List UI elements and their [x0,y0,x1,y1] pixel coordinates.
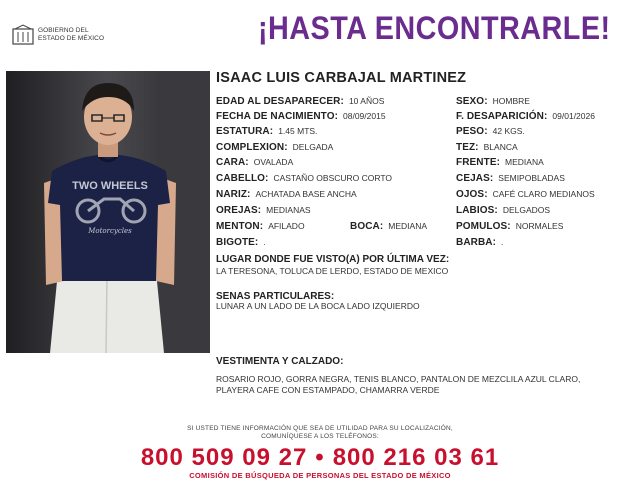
field-label: POMULOS: [456,221,511,232]
field-estatura [216,126,317,137]
field-nariz [216,189,357,200]
shirt-print-text-1: TWO WHEELS [72,180,148,192]
field-label: OJOS: [456,189,488,200]
field-value: 10 AÑOS [348,96,385,106]
field-ojos [456,189,595,200]
field-value: . [501,237,504,247]
senas-title: SENAS PARTICULARES: [216,291,335,302]
field-tez [456,142,518,153]
field-pomulos [456,221,563,232]
field-value: CAFÉ CLARO MEDIANOS [492,189,595,199]
field-value: 42 KGS. [492,126,525,136]
field-edad [216,96,384,107]
field-value: DELGADA [292,142,334,152]
field-value: CASTAÑO OBSCURO CORTO [273,173,393,183]
field-value: 1.45 MTS. [278,126,318,136]
field-label: COMPLEXION: [216,142,288,153]
field-frente [456,157,544,168]
field-label: PESO: [456,126,488,137]
field-label: CABELLO: [216,173,269,184]
field-fecha-nacimiento [216,111,386,122]
field-cara [216,157,293,168]
government-logo [12,24,122,46]
field-label: BARBA: [456,237,497,248]
field-value: DELGADOS [502,205,551,215]
footer-note [0,425,640,441]
field-label: BOCA: [350,221,384,232]
photo-illustration [6,71,210,353]
field-value: MEDIANAS [266,205,311,215]
footer-note-line-2: COMUNÍQUESE A LOS TELÉFONOS: [261,433,379,440]
field-cabello [216,173,392,184]
field-peso [456,126,525,137]
commission-name: COMISIÓN DE BÚSQUEDA DE PERSONAS DEL ESTADO DE MÉXICO [189,471,451,480]
field-label: NARIZ: [216,189,251,200]
field-label: EDAD AL DESAPARECER: [216,96,344,107]
phone-separator: • [315,444,325,471]
field-value: 09/01/2026 [552,111,595,121]
shirt-print-text-2: Motorcycles [88,227,132,235]
field-value: OVALADA [253,157,294,167]
field-orejas [216,205,311,216]
phone-number-1[interactable]: 800 509 09 27 [140,444,308,471]
field-value: ACHATADA BASE ANCHA [255,189,357,199]
vestimenta-text: ROSARIO ROJO, GORRA NEGRA, TENIS BLANCO, PANTALON DE MEZCLILA AZUL CLARO, PLAYERA CAFE CON ESTAMPADO, CHAMARRA VERDE [216,374,581,395]
field-label: FRENTE: [456,157,501,168]
field-label: TEZ: [456,142,479,153]
field-label: F. DESAPARICIÓN: [456,111,548,122]
person-photo [6,71,210,353]
field-value: 08/09/2015 [343,111,386,121]
phone-numbers [0,444,640,472]
field-bigote [216,237,266,248]
field-boca [350,221,427,232]
banner-title: ¡HASTA ENCONTRARLE! [258,10,611,46]
field-fecha-desaparicion [456,111,595,122]
field-label: FECHA DE NACIMIENTO: [216,111,338,122]
field-barba [456,237,503,248]
senas-text: LUNAR A UN LADO DE LA BOCA LADO IZQUIERDO [216,301,420,311]
person-name: ISAAC LUIS CARBAJAL MARTINEZ [216,70,467,86]
lugar-title: LUGAR DONDE FUE VISTO(A) POR ÚLTIMA VEZ: [216,254,450,265]
field-label: BIGOTE: [216,237,259,248]
footer-note-line-1: SI USTED TIENE INFORMACIÓN QUE SEA DE UTILIDAD PARA SU LOCALIZACIÓN, [187,425,453,432]
field-labios [456,205,550,216]
field-menton [216,221,305,232]
vestimenta-title: VESTIMENTA Y CALZADO: [216,356,344,367]
field-label: ESTATURA: [216,126,274,137]
field-cejas [456,173,565,184]
lugar-text: LA TERESONA, TOLUCA DE LERDO, ESTADO DE MEXICO [216,266,449,276]
field-value: BLANCA [483,142,518,152]
state-emblem-icon [12,24,34,46]
field-value: . [263,237,266,247]
field-label: LABIOS: [456,205,498,216]
field-value: HOMBRE [492,96,530,106]
field-label: CEJAS: [456,173,494,184]
field-label: MENTON: [216,221,264,232]
field-value: MEDIANA [388,221,428,231]
field-complexion [216,142,333,153]
field-value: AFILADO [268,221,305,231]
field-label: OREJAS: [216,205,262,216]
field-label: CARA: [216,157,249,168]
phone-number-2[interactable]: 800 216 03 61 [332,444,500,471]
field-label: SEXO: [456,96,488,107]
field-value: MEDIANA [505,157,544,167]
logo-text [38,27,104,43]
field-sexo [456,96,530,107]
logo-line-1: GOBIERNO DEL [38,27,89,34]
logo-line-2: ESTADO DE MÉXICO [38,35,105,42]
field-value: NORMALES [515,221,564,231]
field-value: SEMIPOBLADAS [498,173,565,183]
